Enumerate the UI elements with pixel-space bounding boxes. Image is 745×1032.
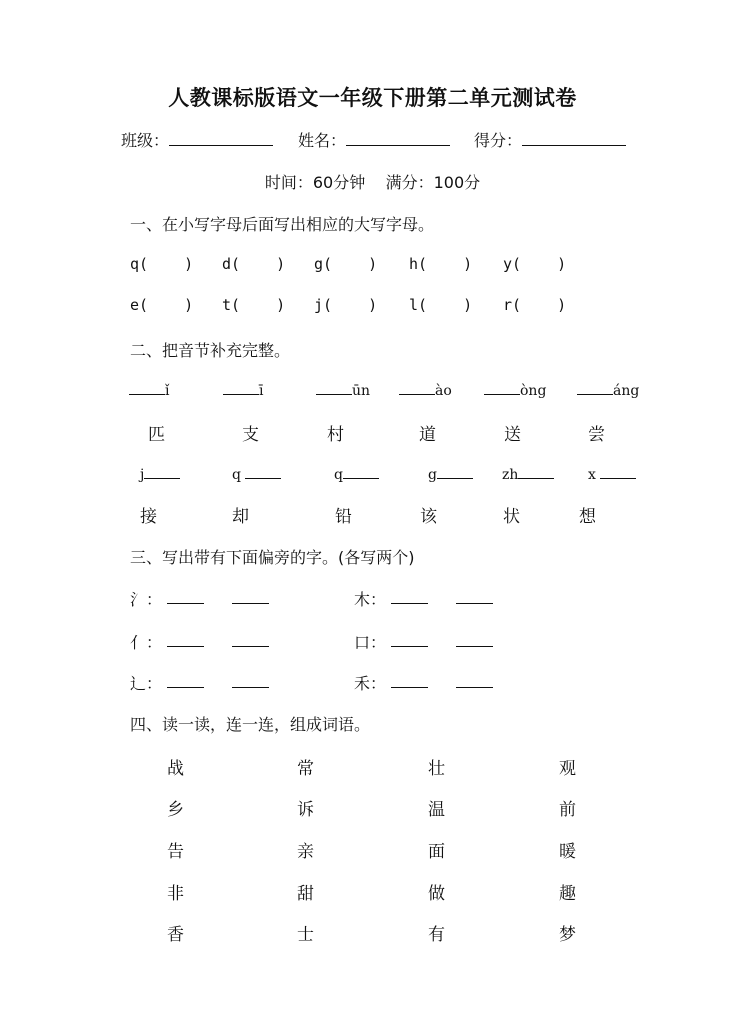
- syllable-item[interactable]: zh: [502, 464, 554, 483]
- page-title: 人教课标版语文一年级下册第二单元测试卷: [168, 86, 577, 110]
- hanzi: 支: [242, 425, 259, 445]
- word-char[interactable]: 做: [428, 884, 445, 904]
- hanzi: 尝: [588, 425, 605, 445]
- section4-heading: 四、读一读，连一连，组成词语。: [130, 715, 371, 734]
- word-char[interactable]: 趣: [559, 884, 576, 904]
- radical-label: 禾：: [354, 674, 387, 693]
- letter-item[interactable]: r( ): [503, 296, 567, 314]
- radical-label: 木：: [354, 590, 387, 609]
- section3-heading: 三、写出带有下面偏旁的字。(各写两个): [130, 548, 415, 567]
- hanzi: 想: [579, 507, 596, 527]
- answer-blank[interactable]: [456, 673, 493, 692]
- syllable-item[interactable]: j: [140, 464, 180, 483]
- section2-heading: 二、把音节补充完整。: [130, 341, 291, 360]
- letter-item[interactable]: g( ): [314, 255, 378, 273]
- letter-item[interactable]: d( ): [222, 255, 286, 273]
- letter-item[interactable]: t( ): [222, 296, 286, 314]
- class-blank[interactable]: [169, 129, 273, 146]
- syllable-item[interactable]: ī: [223, 380, 263, 399]
- word-char[interactable]: 暖: [559, 842, 576, 862]
- hanzi: 匹: [148, 425, 165, 445]
- word-char[interactable]: 香: [167, 925, 184, 945]
- answer-blank[interactable]: [391, 632, 428, 651]
- letter-item[interactable]: y( ): [503, 255, 567, 273]
- word-char[interactable]: 温: [428, 800, 445, 820]
- hanzi: 送: [504, 425, 521, 445]
- answer-blank[interactable]: [232, 673, 269, 692]
- letter-item[interactable]: q( ): [130, 255, 194, 273]
- radical-label: 辶：: [130, 674, 163, 693]
- answer-blank[interactable]: [391, 673, 428, 692]
- letter-item[interactable]: l( ): [409, 296, 473, 314]
- answer-blank[interactable]: [232, 589, 269, 608]
- syllable-item[interactable]: ǐ: [129, 380, 169, 399]
- word-char[interactable]: 甜: [297, 884, 314, 904]
- answer-blank[interactable]: [456, 589, 493, 608]
- name-field: [298, 128, 450, 151]
- hanzi: 铅: [335, 507, 352, 527]
- answer-blank[interactable]: [167, 589, 204, 608]
- radical-label: 氵：: [130, 590, 163, 609]
- word-char[interactable]: 壮: [428, 759, 445, 779]
- word-char[interactable]: 梦: [559, 925, 576, 945]
- syllable-item[interactable]: g: [428, 464, 473, 483]
- word-char[interactable]: 诉: [297, 800, 314, 820]
- word-char[interactable]: 非: [167, 884, 184, 904]
- syllable-item[interactable]: q: [232, 464, 281, 483]
- hanzi: 接: [140, 507, 157, 527]
- answer-blank[interactable]: [232, 632, 269, 651]
- class-field: [121, 128, 273, 151]
- hanzi: 该: [420, 507, 437, 527]
- syllable-item[interactable]: áng: [577, 380, 639, 399]
- word-char[interactable]: 乡: [167, 800, 184, 820]
- word-char[interactable]: 面: [428, 842, 445, 862]
- score-field: [474, 128, 626, 151]
- word-char[interactable]: 告: [167, 842, 184, 862]
- hanzi: 却: [232, 507, 249, 527]
- hanzi: 村: [327, 425, 344, 445]
- time-score-line: 时间：60分钟 满分：100分: [264, 173, 481, 192]
- answer-blank[interactable]: [456, 632, 493, 651]
- answer-blank[interactable]: [167, 632, 204, 651]
- class-label: 班级：: [121, 131, 170, 150]
- word-char[interactable]: 士: [297, 925, 314, 945]
- answer-blank[interactable]: [167, 673, 204, 692]
- letter-item[interactable]: h( ): [409, 255, 473, 273]
- word-char[interactable]: 战: [167, 759, 184, 779]
- syllable-item[interactable]: q: [334, 464, 379, 483]
- word-char[interactable]: 观: [559, 759, 576, 779]
- letter-item[interactable]: e( ): [130, 296, 194, 314]
- name-blank[interactable]: [346, 129, 450, 146]
- word-char[interactable]: 有: [428, 925, 445, 945]
- syllable-item[interactable]: òng: [484, 380, 546, 399]
- syllable-item[interactable]: ào: [399, 380, 452, 399]
- answer-blank[interactable]: [391, 589, 428, 608]
- word-char[interactable]: 常: [297, 759, 314, 779]
- word-char[interactable]: 亲: [297, 842, 314, 862]
- section1-heading: 一、在小写字母后面写出相应的大写字母。: [130, 215, 435, 234]
- radical-label: 口：: [354, 633, 387, 652]
- score-blank[interactable]: [522, 129, 626, 146]
- name-label: 姓名：: [298, 131, 347, 150]
- score-label: 得分：: [474, 131, 523, 150]
- word-char[interactable]: 前: [559, 800, 576, 820]
- hanzi: 状: [503, 507, 520, 527]
- letter-item[interactable]: j( ): [314, 296, 378, 314]
- hanzi: 道: [419, 425, 436, 445]
- radical-label: 亻：: [130, 633, 163, 652]
- syllable-item[interactable]: x: [588, 464, 636, 483]
- syllable-item[interactable]: ūn: [316, 380, 370, 399]
